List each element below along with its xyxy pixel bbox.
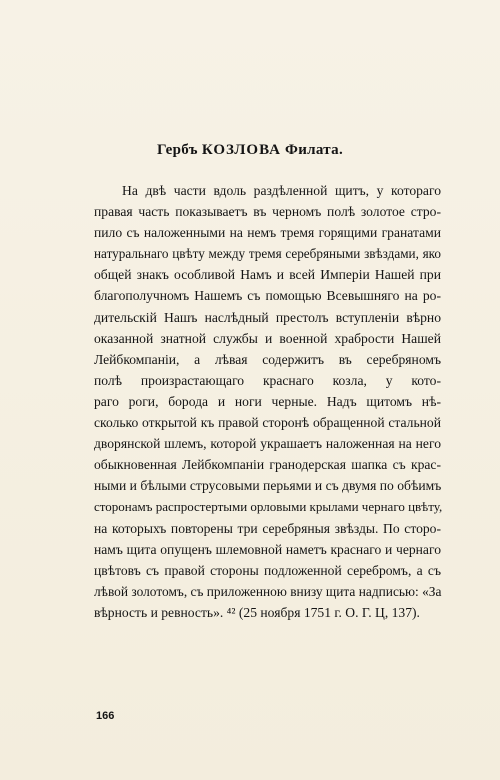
text-line: цвѣтовъ съ правой стороны подложенной серебромъ, а съ [94, 562, 441, 578]
text-line: на которыхъ повторены три серебряныя звѣзды. По сторо- [94, 520, 441, 536]
text-line: полѣ произрастающаго краснаго козла, у кото- [94, 372, 441, 388]
text-line: сколько открытой къ правой сторонѣ обращенной стальной [94, 415, 441, 431]
text-line: оказанной знатной службы и военной храбрости Нашей [94, 330, 441, 346]
page-number: 166 [96, 710, 115, 722]
text-line: общей знакъ особливой Намъ и всей Имперіи Нашей при [94, 267, 441, 283]
text-line: лѣвой золотомъ, съ приложенною внизу щита надписью: «За [94, 583, 442, 599]
text-line: Лейбкомпаніи, а лѣвая содержитъ въ серебряномъ [94, 351, 441, 367]
text-line: ными и бѣлыми струсовыми перьями и съ двумя по обѣимъ [94, 478, 442, 494]
text-line: натуральнаго цвѣту между тремя серебряными звѣздами, яко [94, 246, 441, 262]
title-given-name: Филата. [285, 142, 344, 158]
text-line: пило съ наложенными на немъ тремя горящими гранатами [94, 225, 441, 241]
coat-of-arms-description [94, 180, 441, 623]
text-line: На двѣ части вдоль раздѣленной щитъ, у котораго [122, 183, 441, 198]
page-title [0, 142, 500, 159]
text-line: правая часть показываетъ въ черномъ полѣ золотое стро- [94, 204, 441, 220]
title-surname: КОЗЛОВА [201, 142, 281, 158]
text-line: обыкновенная Лейбкомпаніи гранодерская шапка съ крас- [94, 457, 441, 473]
text-line: раго роги, борода и ноги черные. Надъ щитомъ нѣ- [94, 393, 441, 409]
text-line: дительскій Нашъ наслѣдный престолъ вступленіи вѣрно [94, 309, 441, 325]
text-line: вѣрность и ревность». ⁴² (25 ноября 1751 г. О. Г. Ц, 137). [94, 604, 420, 620]
text-line: дворянской шлемъ, которой украшаетъ наложенная на него [94, 436, 441, 452]
text-line: намъ щита опущенъ шлемовной наметъ краснаго и чернаго [94, 541, 441, 557]
title-prefix: Гербъ [156, 142, 198, 158]
text-line: сторонамъ распростертыми орловыми крылами чернаго цвѣту, [94, 499, 443, 515]
text-line: благополучномъ Нашемъ съ помощью Всевышняго на ро- [94, 288, 441, 304]
